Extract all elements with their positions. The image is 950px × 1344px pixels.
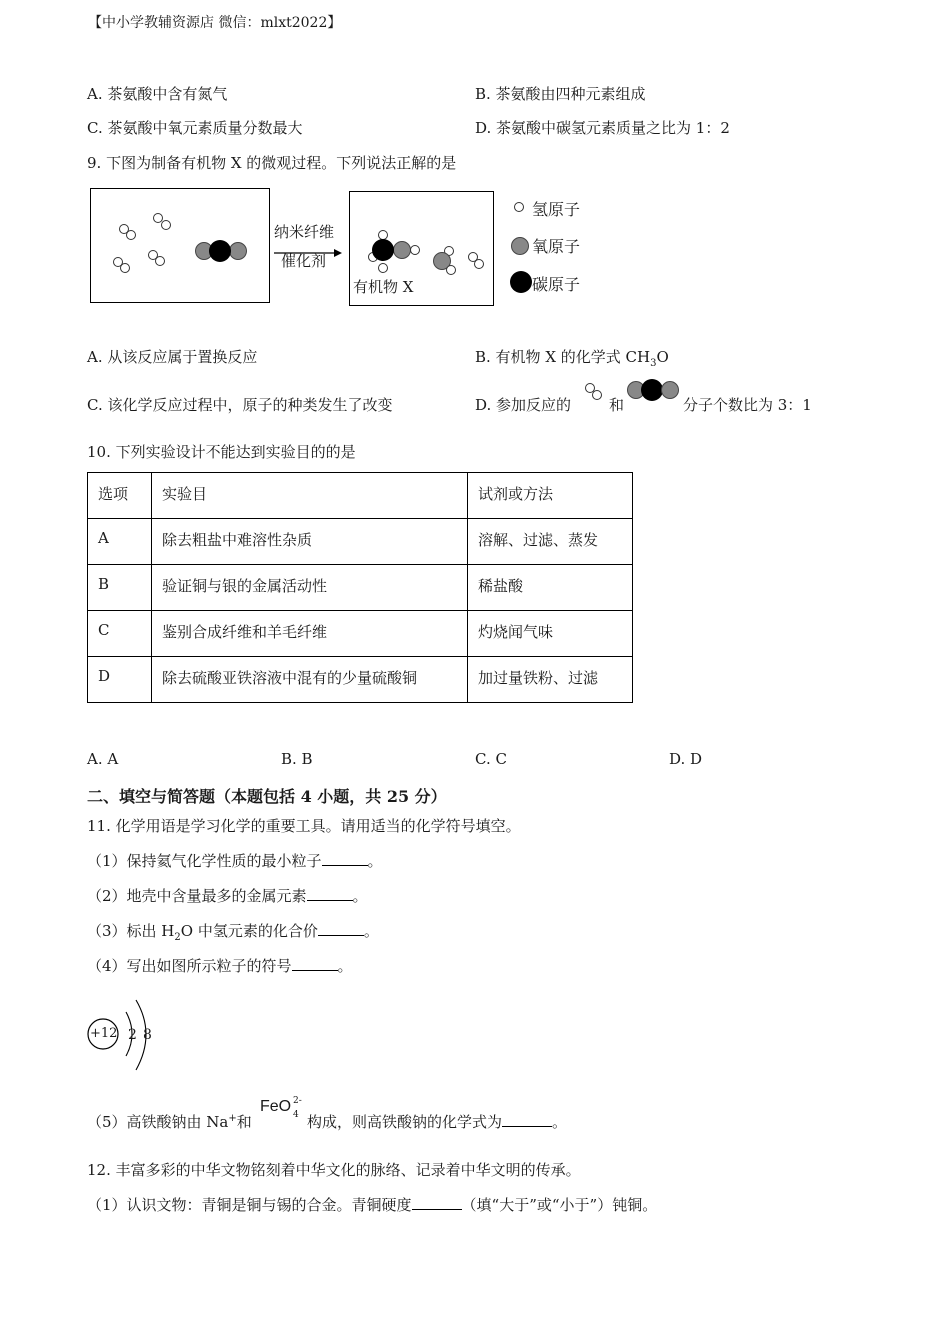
table-header-row	[88, 473, 633, 519]
table-row	[88, 611, 633, 657]
q8-option-c: C. 茶氨酸中氧元素质量分数最大	[87, 119, 303, 137]
q11-stem: 11. 化学用语是学习化学的重要工具。请用适当的化学符号填空。	[87, 817, 521, 835]
ferrate-subscript: 4	[293, 1110, 299, 1120]
carbon-atom	[209, 240, 231, 262]
catalyst-label-1: 纳米纤维	[274, 223, 335, 241]
hydrogen-atom	[155, 256, 165, 266]
q9-stem: 9. 下图为制备有机物 X 的微观过程。下列说法正解的是	[87, 154, 457, 172]
table-cell: 除去硫酸亚铁溶液中混有的少量硫酸铜	[152, 657, 468, 703]
products-box	[349, 191, 494, 306]
hydrogen-atom	[126, 230, 136, 240]
q11-part-4: （4）写出如图所示粒子的符号 。	[87, 957, 353, 975]
q9-option-d-and: 和	[609, 396, 625, 414]
q12-part-1: （1）认识文物：青铜是铜与锡的合金。青铜硬度 （填“大于”或“小于”）钝铜。	[87, 1196, 658, 1214]
shell-1-electrons: 2	[128, 1027, 137, 1043]
q8-option-a: A. 茶氨酸中含有氮气	[87, 85, 228, 103]
table-cell: 鉴别合成纤维和羊毛纤维	[152, 611, 468, 657]
q10-choice-b: B. B	[281, 750, 313, 768]
ferrate-charge: 2-	[293, 1096, 302, 1106]
table-cell: 溶解、过滤、蒸发	[468, 519, 633, 565]
table-cell: C	[88, 611, 152, 657]
co2-carbon-icon	[641, 379, 663, 401]
legend-carbon-icon	[510, 271, 532, 293]
legend-hydrogen-icon	[514, 202, 524, 212]
q9-option-a: A. 从该反应属于置换反应	[87, 348, 258, 366]
q9-option-c: C. 该化学反应过程中，原子的种类发生了改变	[87, 396, 393, 414]
table-cell: D	[88, 657, 152, 703]
product-label: 有机物 X	[353, 278, 414, 296]
hydrogen-atom	[446, 265, 456, 275]
shell-2-electrons: 8	[143, 1027, 152, 1043]
table-cell: 加过量铁粉、过滤	[468, 657, 633, 703]
atom-structure-diagram	[86, 990, 166, 1072]
q10-stem: 10. 下列实验设计不能达到实验目的的是	[87, 443, 356, 461]
q9-option-d-end: 分子个数比为 3：1	[683, 396, 812, 414]
hydrogen-atom	[410, 245, 420, 255]
table-header-cell: 实验目	[152, 473, 468, 519]
table-row	[88, 519, 633, 565]
table-cell: 稀盐酸	[468, 565, 633, 611]
co2-oxygen-icon	[661, 381, 679, 399]
table-row	[88, 657, 633, 703]
q10-choice-c: C. C	[475, 750, 507, 768]
hydrogen-atom	[474, 259, 484, 269]
table-row	[88, 565, 633, 611]
q11-part-5: （5）高铁酸钠由 Na+和	[87, 1113, 252, 1131]
table-cell: 灼烧闻气味	[468, 611, 633, 657]
q10-choice-a: A. A	[87, 750, 119, 768]
q11-part-3: （3）标出 $H_2O$ 中氢元素的化合价 。	[87, 922, 379, 943]
table-cell: 除去粗盐中难溶性杂质	[152, 519, 468, 565]
hydrogen-atom	[120, 263, 130, 273]
ferrate-ion: FeO	[260, 1098, 292, 1115]
experiment-table	[87, 472, 633, 703]
catalyst-label-2: 催化剂	[281, 252, 327, 270]
carbon-atom	[372, 239, 394, 261]
q9-option-b: B. 有机物 X 的化学式 $CH_3O$	[475, 348, 669, 369]
hydrogen-atom	[161, 220, 171, 230]
table-header-cell: 试剂或方法	[468, 473, 633, 519]
nucleus-charge: +12	[90, 1026, 118, 1041]
page-header: 【中小学教辅资源店 微信：mlxt2022】	[88, 15, 342, 31]
q9-option-d: D. 参加反应的	[475, 396, 572, 414]
table-cell: A	[88, 519, 152, 565]
table-cell: 验证铜与银的金属活动性	[152, 565, 468, 611]
q8-option-d: D. 茶氨酸中碳氢元素质量之比为 1：2	[475, 119, 730, 137]
q11-part-2: （2）地壳中含量最多的金属元素 。	[87, 887, 368, 905]
q11-part-1: （1）保持氦气化学性质的最小粒子 。	[87, 852, 383, 870]
q12-stem: 12. 丰富多彩的中华文物铭刻着中华文化的脉络、记录着中华文明的传承。	[87, 1161, 581, 1179]
legend-oxygen-icon	[511, 237, 529, 255]
q11-part-5-end: 构成，则高铁酸钠的化学式为 。	[307, 1113, 568, 1131]
section-heading: 二、填空与简答题（本题包括 4 小题，共 25 分）	[87, 787, 447, 806]
oxygen-atom	[393, 241, 411, 259]
legend-carbon-label: 碳原子	[532, 275, 581, 294]
q8-option-b: B. 茶氨酸由四种元素组成	[475, 85, 646, 103]
hydrogen-atom	[378, 263, 388, 273]
q10-choice-d: D. D	[669, 750, 703, 768]
legend-hydrogen-label: 氢原子	[532, 200, 581, 219]
table-cell: B	[88, 565, 152, 611]
table-header-cell: 选项	[88, 473, 152, 519]
reactants-box	[90, 188, 270, 303]
oxygen-atom	[229, 242, 247, 260]
h2-molecule-icon	[592, 390, 602, 400]
legend-oxygen-label: 氧原子	[532, 237, 581, 256]
